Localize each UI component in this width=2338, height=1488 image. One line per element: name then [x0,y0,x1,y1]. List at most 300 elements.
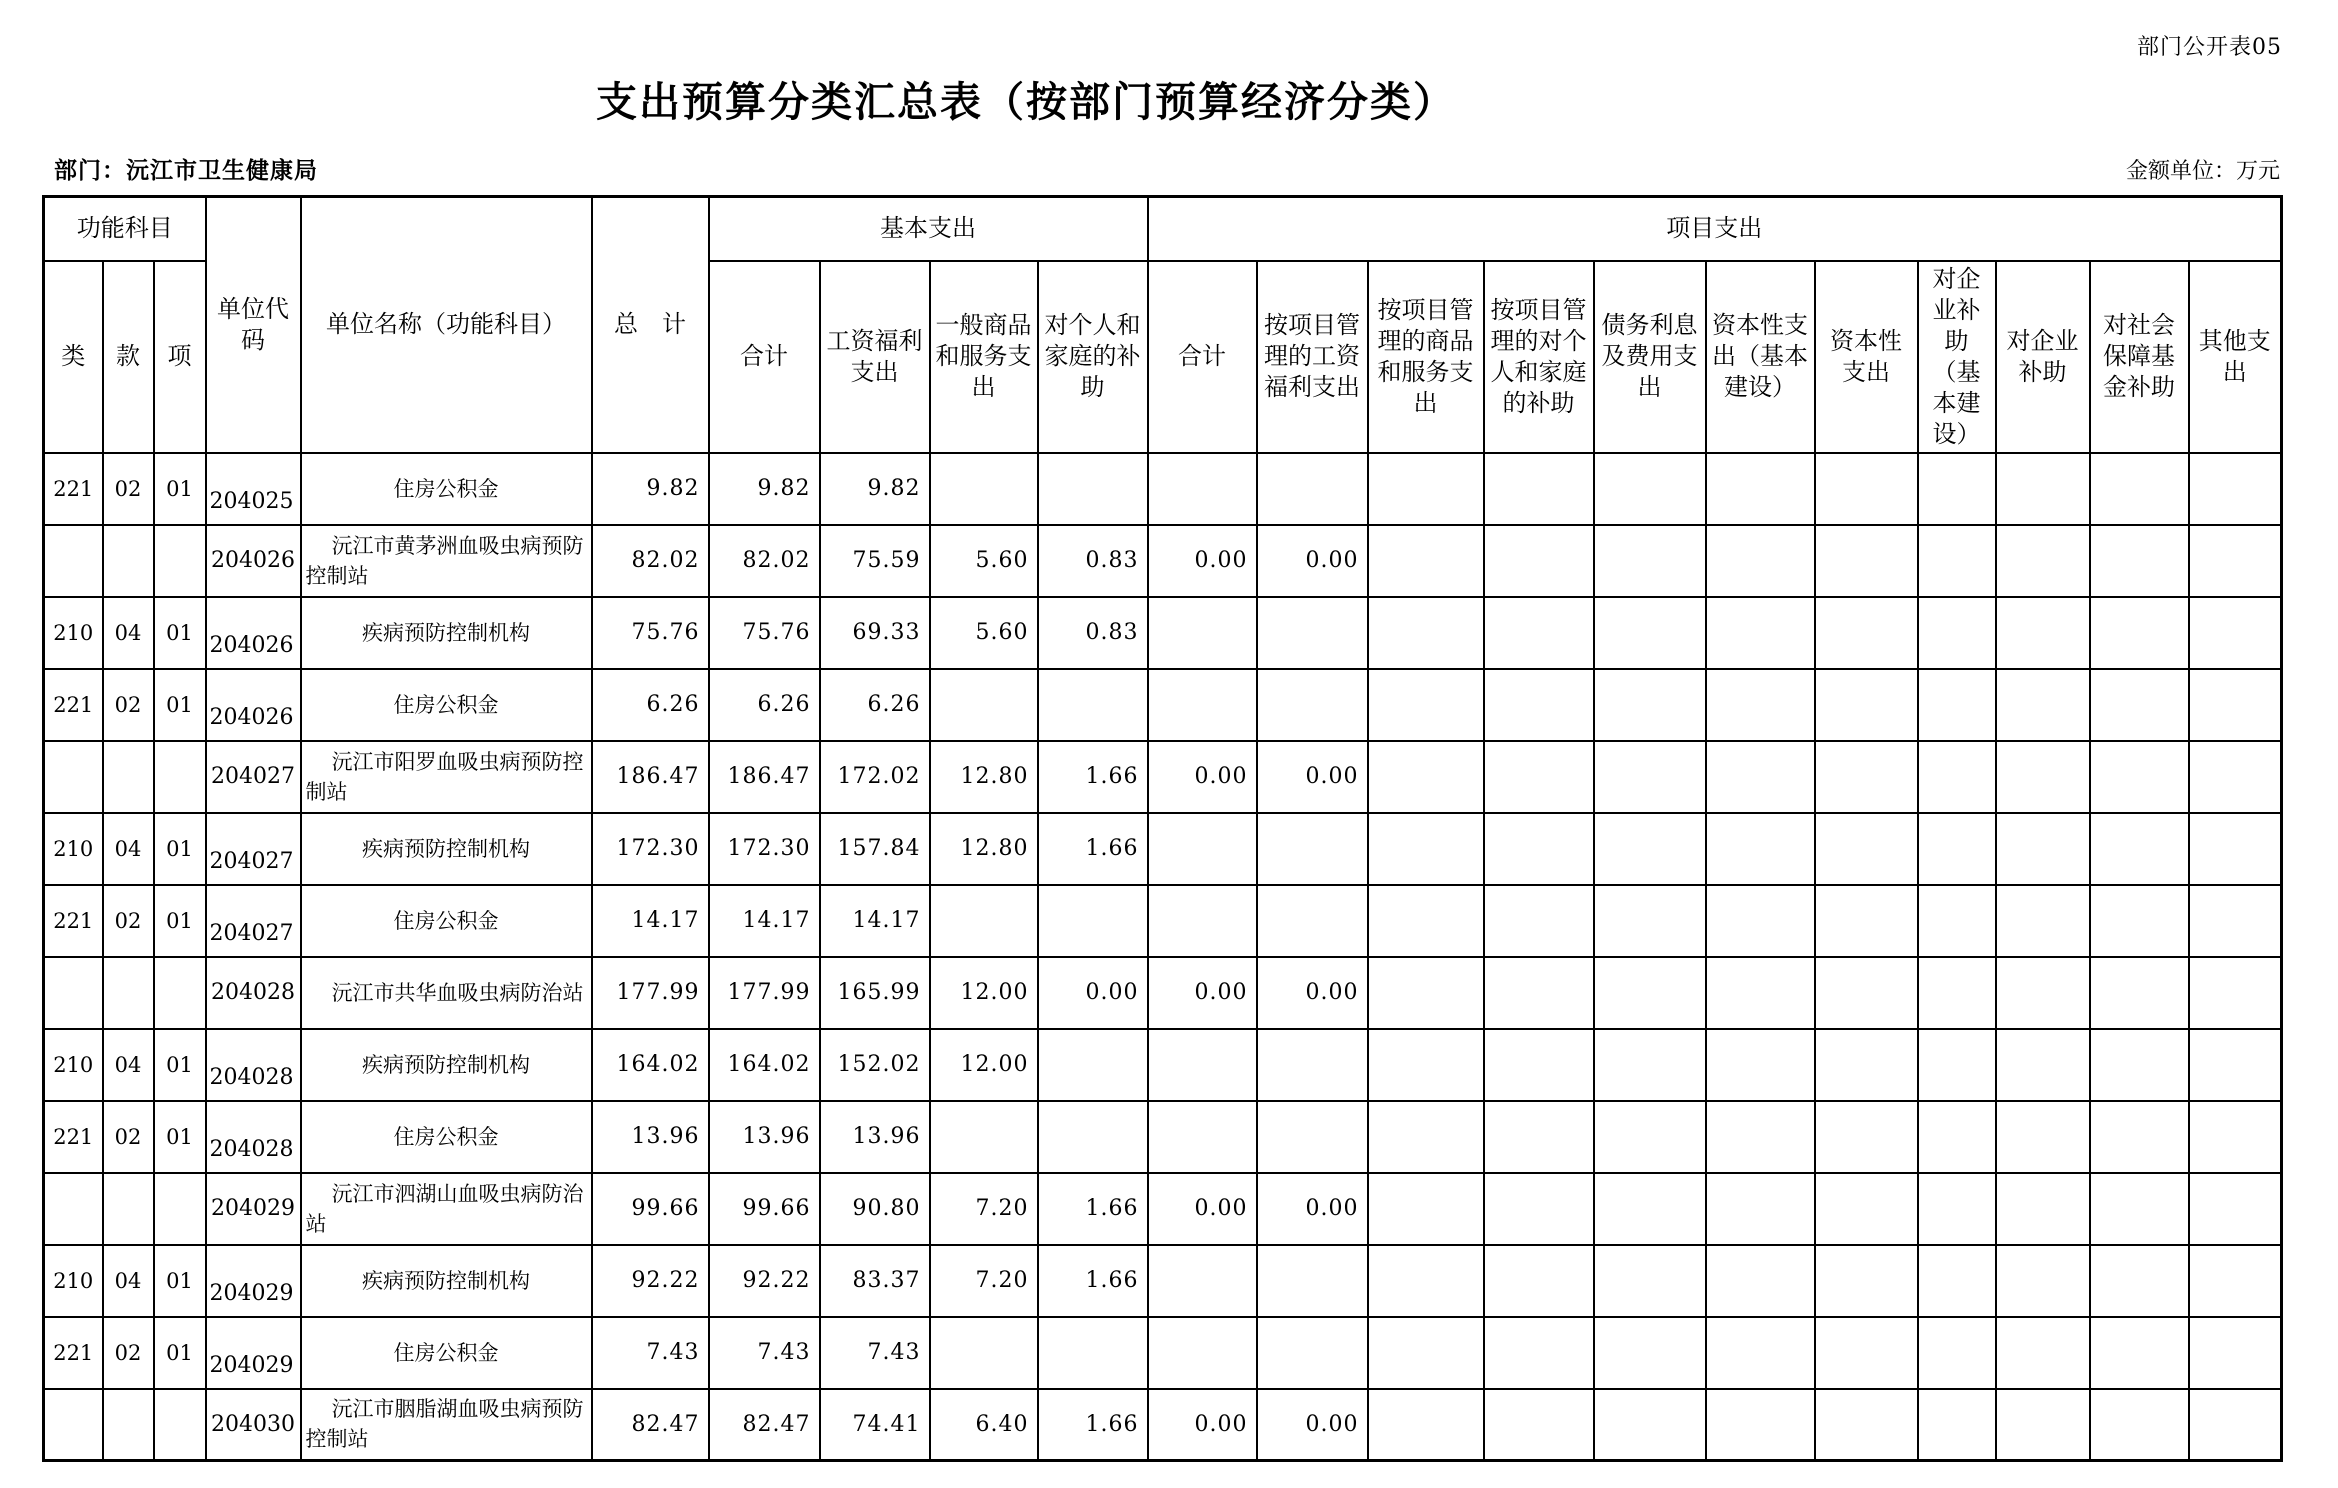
table-row [44,957,2282,1029]
table-row [44,1173,2282,1245]
cell-proj-social-security [2090,741,2189,813]
cell-unit-name: 疾病预防控制机构 [301,1245,592,1317]
cell-proj-social-security [2090,1173,2189,1245]
cell-proj-capital [1815,1101,1918,1173]
cell-proj-debt-interest [1594,1101,1706,1173]
cell-proj-goods [1368,1389,1484,1461]
cell-proj-salary [1257,1245,1368,1317]
cell-proj-capital-basic [1706,1101,1815,1173]
cell-proj-capital-basic [1706,813,1815,885]
cell-unit-name: 住房公积金 [301,885,592,957]
cell-xiang: 01 [154,597,206,669]
cell-unit-name: 沅江市共华血吸虫病防治站 [301,957,592,1029]
cell-proj-other [2189,813,2282,885]
cell-basic-salary: 13.96 [820,1101,930,1173]
cell-grand-total: 14.17 [592,885,709,957]
table-row [44,1029,2282,1101]
cell-kuan: 04 [103,597,154,669]
cell-kuan: 04 [103,813,154,885]
cell-lei: 221 [44,885,103,957]
header-func-group: 功能科目 [44,197,206,261]
cell-proj-enterprise [1996,957,2090,1029]
cell-lei: 221 [44,453,103,525]
cell-basic-goods [930,885,1038,957]
cell-proj-capital [1815,813,1918,885]
cell-basic-salary: 9.82 [820,453,930,525]
cell-proj-enterprise-basic [1918,885,1996,957]
cell-proj-capital-basic [1706,741,1815,813]
cell-unit-code: 204029 [206,1317,301,1389]
cell-proj-total [1148,453,1257,525]
cell-kuan [103,957,154,1029]
cell-basic-goods: 5.60 [930,597,1038,669]
cell-basic-goods: 12.00 [930,957,1038,1029]
cell-basic-family: 1.66 [1038,1173,1148,1245]
cell-unit-code: 204027 [206,885,301,957]
cell-proj-debt-interest [1594,813,1706,885]
header-basic-salary: 工资福利支出 [820,261,930,453]
cell-proj-enterprise [1996,1173,2090,1245]
cell-basic-salary: 83.37 [820,1245,930,1317]
cell-xiang [154,957,206,1029]
cell-proj-other [2189,597,2282,669]
cell-proj-enterprise [1996,1029,2090,1101]
cell-proj-total: 0.00 [1148,957,1257,1029]
cell-basic-family [1038,453,1148,525]
cell-proj-social-security [2090,885,2189,957]
cell-unit-name: 住房公积金 [301,453,592,525]
doc-number: 部门公开表05 [2137,35,2282,60]
cell-proj-total [1148,885,1257,957]
header-kuan: 款 [103,261,154,453]
cell-unit-code: 204028 [206,1101,301,1173]
cell-basic-total: 99.66 [709,1173,820,1245]
cell-unit-code: 204026 [206,525,301,597]
cell-proj-debt-interest [1594,1389,1706,1461]
cell-proj-total [1148,1101,1257,1173]
cell-unit-code: 204027 [206,741,301,813]
cell-proj-other [2189,957,2282,1029]
cell-unit-code: 204029 [206,1245,301,1317]
cell-proj-capital-basic [1706,957,1815,1029]
cell-proj-social-security [2090,597,2189,669]
header-basic-group: 基本支出 [709,197,1148,261]
cell-proj-enterprise-basic [1918,453,1996,525]
cell-proj-goods [1368,525,1484,597]
cell-lei: 210 [44,1245,103,1317]
cell-proj-goods [1368,1029,1484,1101]
cell-basic-total: 82.02 [709,525,820,597]
cell-proj-enterprise-basic [1918,1101,1996,1173]
cell-kuan: 04 [103,1245,154,1317]
cell-proj-enterprise-basic [1918,957,1996,1029]
cell-lei: 210 [44,1029,103,1101]
cell-proj-salary: 0.00 [1257,525,1368,597]
cell-proj-other [2189,885,2282,957]
cell-lei [44,1389,103,1461]
cell-proj-social-security [2090,957,2189,1029]
table-row [44,1101,2282,1173]
cell-basic-salary: 172.02 [820,741,930,813]
meta-row [54,152,2280,185]
header-proj-social-security: 对社会保障基金补助 [2090,261,2189,453]
cell-proj-enterprise-basic [1918,1245,1996,1317]
cell-basic-family: 1.66 [1038,1389,1148,1461]
cell-proj-total [1148,597,1257,669]
cell-proj-goods [1368,453,1484,525]
cell-basic-salary: 152.02 [820,1029,930,1101]
cell-xiang [154,1173,206,1245]
cell-proj-capital-basic [1706,453,1815,525]
cell-proj-family [1484,741,1594,813]
cell-grand-total: 75.76 [592,597,709,669]
cell-basic-total: 75.76 [709,597,820,669]
cell-unit-name: 住房公积金 [301,1101,592,1173]
table-row [44,669,2282,741]
cell-unit-name: 沅江市泗湖山血吸虫病防治站 [301,1173,592,1245]
amount-unit-label: 金额单位：万元 [2125,159,2280,184]
cell-basic-goods [930,1317,1038,1389]
cell-basic-salary: 75.59 [820,525,930,597]
cell-basic-total: 177.99 [709,957,820,1029]
cell-proj-debt-interest [1594,669,1706,741]
cell-basic-family [1038,1101,1148,1173]
cell-proj-salary [1257,813,1368,885]
cell-proj-goods [1368,741,1484,813]
cell-proj-salary: 0.00 [1257,1173,1368,1245]
cell-proj-debt-interest [1594,453,1706,525]
cell-proj-family [1484,525,1594,597]
cell-proj-social-security [2090,1101,2189,1173]
header-basic-family: 对个人和家庭的补助 [1038,261,1148,453]
cell-proj-goods [1368,597,1484,669]
department-label: 部门：沅江市卫生健康局 [54,157,318,183]
cell-proj-family [1484,885,1594,957]
cell-proj-other [2189,1173,2282,1245]
cell-proj-enterprise [1996,1245,2090,1317]
cell-proj-social-security [2090,525,2189,597]
cell-basic-goods: 12.00 [930,1029,1038,1101]
cell-proj-capital-basic [1706,669,1815,741]
cell-proj-salary [1257,1029,1368,1101]
cell-proj-total: 0.00 [1148,741,1257,813]
cell-proj-debt-interest [1594,957,1706,1029]
cell-basic-goods: 6.40 [930,1389,1038,1461]
cell-proj-salary [1257,453,1368,525]
cell-proj-salary: 0.00 [1257,741,1368,813]
cell-basic-salary: 157.84 [820,813,930,885]
cell-proj-enterprise [1996,597,2090,669]
cell-proj-family [1484,1389,1594,1461]
cell-proj-capital-basic [1706,1245,1815,1317]
cell-proj-enterprise [1996,1101,2090,1173]
cell-proj-goods [1368,1101,1484,1173]
cell-basic-goods [930,1101,1038,1173]
cell-proj-enterprise [1996,885,2090,957]
cell-proj-total: 0.00 [1148,1173,1257,1245]
cell-xiang [154,525,206,597]
cell-proj-capital-basic [1706,597,1815,669]
cell-proj-salary [1257,669,1368,741]
cell-basic-family [1038,1317,1148,1389]
cell-proj-other [2189,453,2282,525]
cell-proj-capital-basic [1706,1317,1815,1389]
cell-basic-total: 186.47 [709,741,820,813]
cell-lei: 210 [44,813,103,885]
table-row [44,453,2282,525]
cell-kuan: 04 [103,1029,154,1101]
cell-proj-capital-basic [1706,1173,1815,1245]
cell-proj-capital [1815,669,1918,741]
cell-basic-salary: 90.80 [820,1173,930,1245]
cell-proj-enterprise [1996,525,2090,597]
cell-basic-salary: 6.26 [820,669,930,741]
cell-proj-family [1484,813,1594,885]
cell-unit-name: 沅江市阳罗血吸虫病预防控制站 [301,741,592,813]
cell-grand-total: 164.02 [592,1029,709,1101]
cell-xiang: 01 [154,813,206,885]
header-unit-name: 单位名称（功能科目） [301,197,592,453]
cell-lei: 221 [44,669,103,741]
cell-xiang: 01 [154,669,206,741]
cell-proj-family [1484,1245,1594,1317]
cell-proj-enterprise [1996,813,2090,885]
cell-proj-social-security [2090,1389,2189,1461]
cell-basic-goods: 7.20 [930,1173,1038,1245]
cell-basic-family: 0.00 [1038,957,1148,1029]
cell-lei [44,525,103,597]
cell-grand-total: 82.47 [592,1389,709,1461]
cell-proj-family [1484,453,1594,525]
cell-lei [44,1173,103,1245]
cell-proj-capital [1815,597,1918,669]
table-row [44,525,2282,597]
cell-proj-capital [1815,1245,1918,1317]
cell-basic-total: 6.26 [709,669,820,741]
cell-basic-total: 13.96 [709,1101,820,1173]
cell-basic-total: 14.17 [709,885,820,957]
cell-basic-total: 7.43 [709,1317,820,1389]
cell-unit-code: 204027 [206,813,301,885]
cell-grand-total: 7.43 [592,1317,709,1389]
cell-proj-goods [1368,1245,1484,1317]
header-proj-other: 其他支出 [2189,261,2282,453]
cell-proj-enterprise-basic [1918,1317,1996,1389]
header-xiang: 项 [154,261,206,453]
cell-proj-enterprise-basic [1918,1029,1996,1101]
cell-proj-enterprise-basic [1918,525,1996,597]
cell-proj-salary [1257,597,1368,669]
cell-proj-enterprise-basic [1918,813,1996,885]
cell-proj-other [2189,1317,2282,1389]
table-row [44,885,2282,957]
cell-basic-salary: 14.17 [820,885,930,957]
cell-unit-name: 疾病预防控制机构 [301,813,592,885]
cell-proj-debt-interest [1594,1173,1706,1245]
cell-unit-name: 沅江市胭脂湖血吸虫病预防控制站 [301,1389,592,1461]
cell-proj-other [2189,741,2282,813]
cell-proj-goods [1368,669,1484,741]
cell-lei: 221 [44,1317,103,1389]
header-proj-capital: 资本性支出 [1815,261,1918,453]
cell-proj-goods [1368,1317,1484,1389]
cell-basic-salary: 74.41 [820,1389,930,1461]
cell-proj-family [1484,1029,1594,1101]
cell-grand-total: 172.30 [592,813,709,885]
table-row [44,1245,2282,1317]
cell-proj-social-security [2090,453,2189,525]
cell-unit-code: 204029 [206,1173,301,1245]
cell-proj-capital [1815,957,1918,1029]
cell-unit-code: 204025 [206,453,301,525]
table-row [44,597,2282,669]
cell-proj-other [2189,1029,2282,1101]
cell-xiang: 01 [154,885,206,957]
cell-proj-other [2189,1245,2282,1317]
cell-unit-name: 疾病预防控制机构 [301,597,592,669]
cell-proj-other [2189,669,2282,741]
cell-proj-other [2189,1389,2282,1461]
cell-proj-salary [1257,1317,1368,1389]
cell-lei: 221 [44,1101,103,1173]
cell-grand-total: 82.02 [592,525,709,597]
cell-lei [44,741,103,813]
cell-xiang: 01 [154,453,206,525]
cell-proj-capital-basic [1706,885,1815,957]
page-title: 支出预算分类汇总表（按部门预算经济分类） [596,79,1456,125]
header-proj-total: 合计 [1148,261,1257,453]
cell-grand-total: 9.82 [592,453,709,525]
cell-proj-enterprise [1996,1317,2090,1389]
cell-proj-goods [1368,885,1484,957]
cell-basic-goods: 5.60 [930,525,1038,597]
cell-proj-total: 0.00 [1148,1389,1257,1461]
header-proj-debt-interest: 债务利息及费用支出 [1594,261,1706,453]
cell-proj-goods [1368,957,1484,1029]
cell-grand-total: 177.99 [592,957,709,1029]
cell-xiang: 01 [154,1317,206,1389]
cell-proj-salary: 0.00 [1257,957,1368,1029]
cell-proj-social-security [2090,813,2189,885]
cell-basic-family: 1.66 [1038,813,1148,885]
cell-grand-total: 13.96 [592,1101,709,1173]
header-proj-family: 按项目管理的对个人和家庭的补助 [1484,261,1594,453]
cell-proj-family [1484,1101,1594,1173]
cell-proj-enterprise-basic [1918,1173,1996,1245]
cell-proj-social-security [2090,1317,2189,1389]
header-basic-goods: 一般商品和服务支出 [930,261,1038,453]
cell-basic-goods: 12.80 [930,813,1038,885]
cell-grand-total: 99.66 [592,1173,709,1245]
table-row [44,741,2282,813]
cell-lei [44,957,103,1029]
header-basic-total: 合计 [709,261,820,453]
cell-proj-debt-interest [1594,1245,1706,1317]
cell-basic-family: 1.66 [1038,1245,1148,1317]
cell-proj-social-security [2090,669,2189,741]
cell-kuan [103,741,154,813]
cell-basic-family: 0.83 [1038,525,1148,597]
cell-proj-total [1148,669,1257,741]
cell-proj-enterprise [1996,1389,2090,1461]
header-unit-code: 单位代码 [206,197,301,453]
table-row [44,1317,2282,1389]
cell-basic-salary: 7.43 [820,1317,930,1389]
cell-basic-family [1038,669,1148,741]
cell-grand-total: 6.26 [592,669,709,741]
cell-unit-name: 住房公积金 [301,1317,592,1389]
cell-unit-code: 204028 [206,1029,301,1101]
cell-basic-total: 92.22 [709,1245,820,1317]
cell-lei: 210 [44,597,103,669]
cell-proj-other [2189,1101,2282,1173]
cell-proj-salary: 0.00 [1257,1389,1368,1461]
cell-basic-goods [930,669,1038,741]
header-proj-enterprise: 对企业补助 [1996,261,2090,453]
cell-unit-code: 204030 [206,1389,301,1461]
cell-proj-capital [1815,741,1918,813]
cell-proj-capital [1815,1029,1918,1101]
header-grand-total: 总 计 [592,197,709,453]
cell-basic-salary: 165.99 [820,957,930,1029]
cell-kuan: 02 [103,1317,154,1389]
cell-unit-code: 204026 [206,597,301,669]
cell-kuan [103,1173,154,1245]
cell-proj-capital-basic [1706,1389,1815,1461]
cell-xiang [154,1389,206,1461]
cell-grand-total: 92.22 [592,1245,709,1317]
cell-proj-debt-interest [1594,885,1706,957]
cell-unit-name: 沅江市黄茅洲血吸虫病预防控制站 [301,525,592,597]
cell-proj-family [1484,1173,1594,1245]
cell-basic-salary: 69.33 [820,597,930,669]
cell-unit-code: 204026 [206,669,301,741]
cell-proj-enterprise [1996,741,2090,813]
cell-proj-capital [1815,1317,1918,1389]
cell-proj-family [1484,957,1594,1029]
cell-proj-debt-interest [1594,1029,1706,1101]
cell-proj-capital-basic [1706,1029,1815,1101]
cell-proj-total [1148,813,1257,885]
cell-unit-code: 204028 [206,957,301,1029]
cell-basic-family: 1.66 [1038,741,1148,813]
cell-proj-enterprise [1996,669,2090,741]
cell-proj-total [1148,1317,1257,1389]
cell-proj-salary [1257,885,1368,957]
cell-proj-debt-interest [1594,525,1706,597]
cell-proj-family [1484,1317,1594,1389]
header-project-group: 项目支出 [1148,197,2282,261]
cell-proj-social-security [2090,1029,2189,1101]
cell-proj-capital [1815,885,1918,957]
cell-proj-enterprise-basic [1918,597,1996,669]
cell-proj-other [2189,525,2282,597]
cell-basic-total: 9.82 [709,453,820,525]
cell-proj-social-security [2090,1245,2189,1317]
cell-basic-family: 0.83 [1038,597,1148,669]
cell-grand-total: 186.47 [592,741,709,813]
cell-xiang [154,741,206,813]
cell-kuan: 02 [103,1101,154,1173]
cell-proj-debt-interest [1594,597,1706,669]
cell-proj-capital [1815,525,1918,597]
header-proj-enterprise-basic: 对企业补助（基本建设） [1918,261,1996,453]
cell-xiang: 01 [154,1029,206,1101]
cell-xiang: 01 [154,1245,206,1317]
header-proj-goods: 按项目管理的商品和服务支出 [1368,261,1484,453]
cell-xiang: 01 [154,1101,206,1173]
header-lei: 类 [44,261,103,453]
